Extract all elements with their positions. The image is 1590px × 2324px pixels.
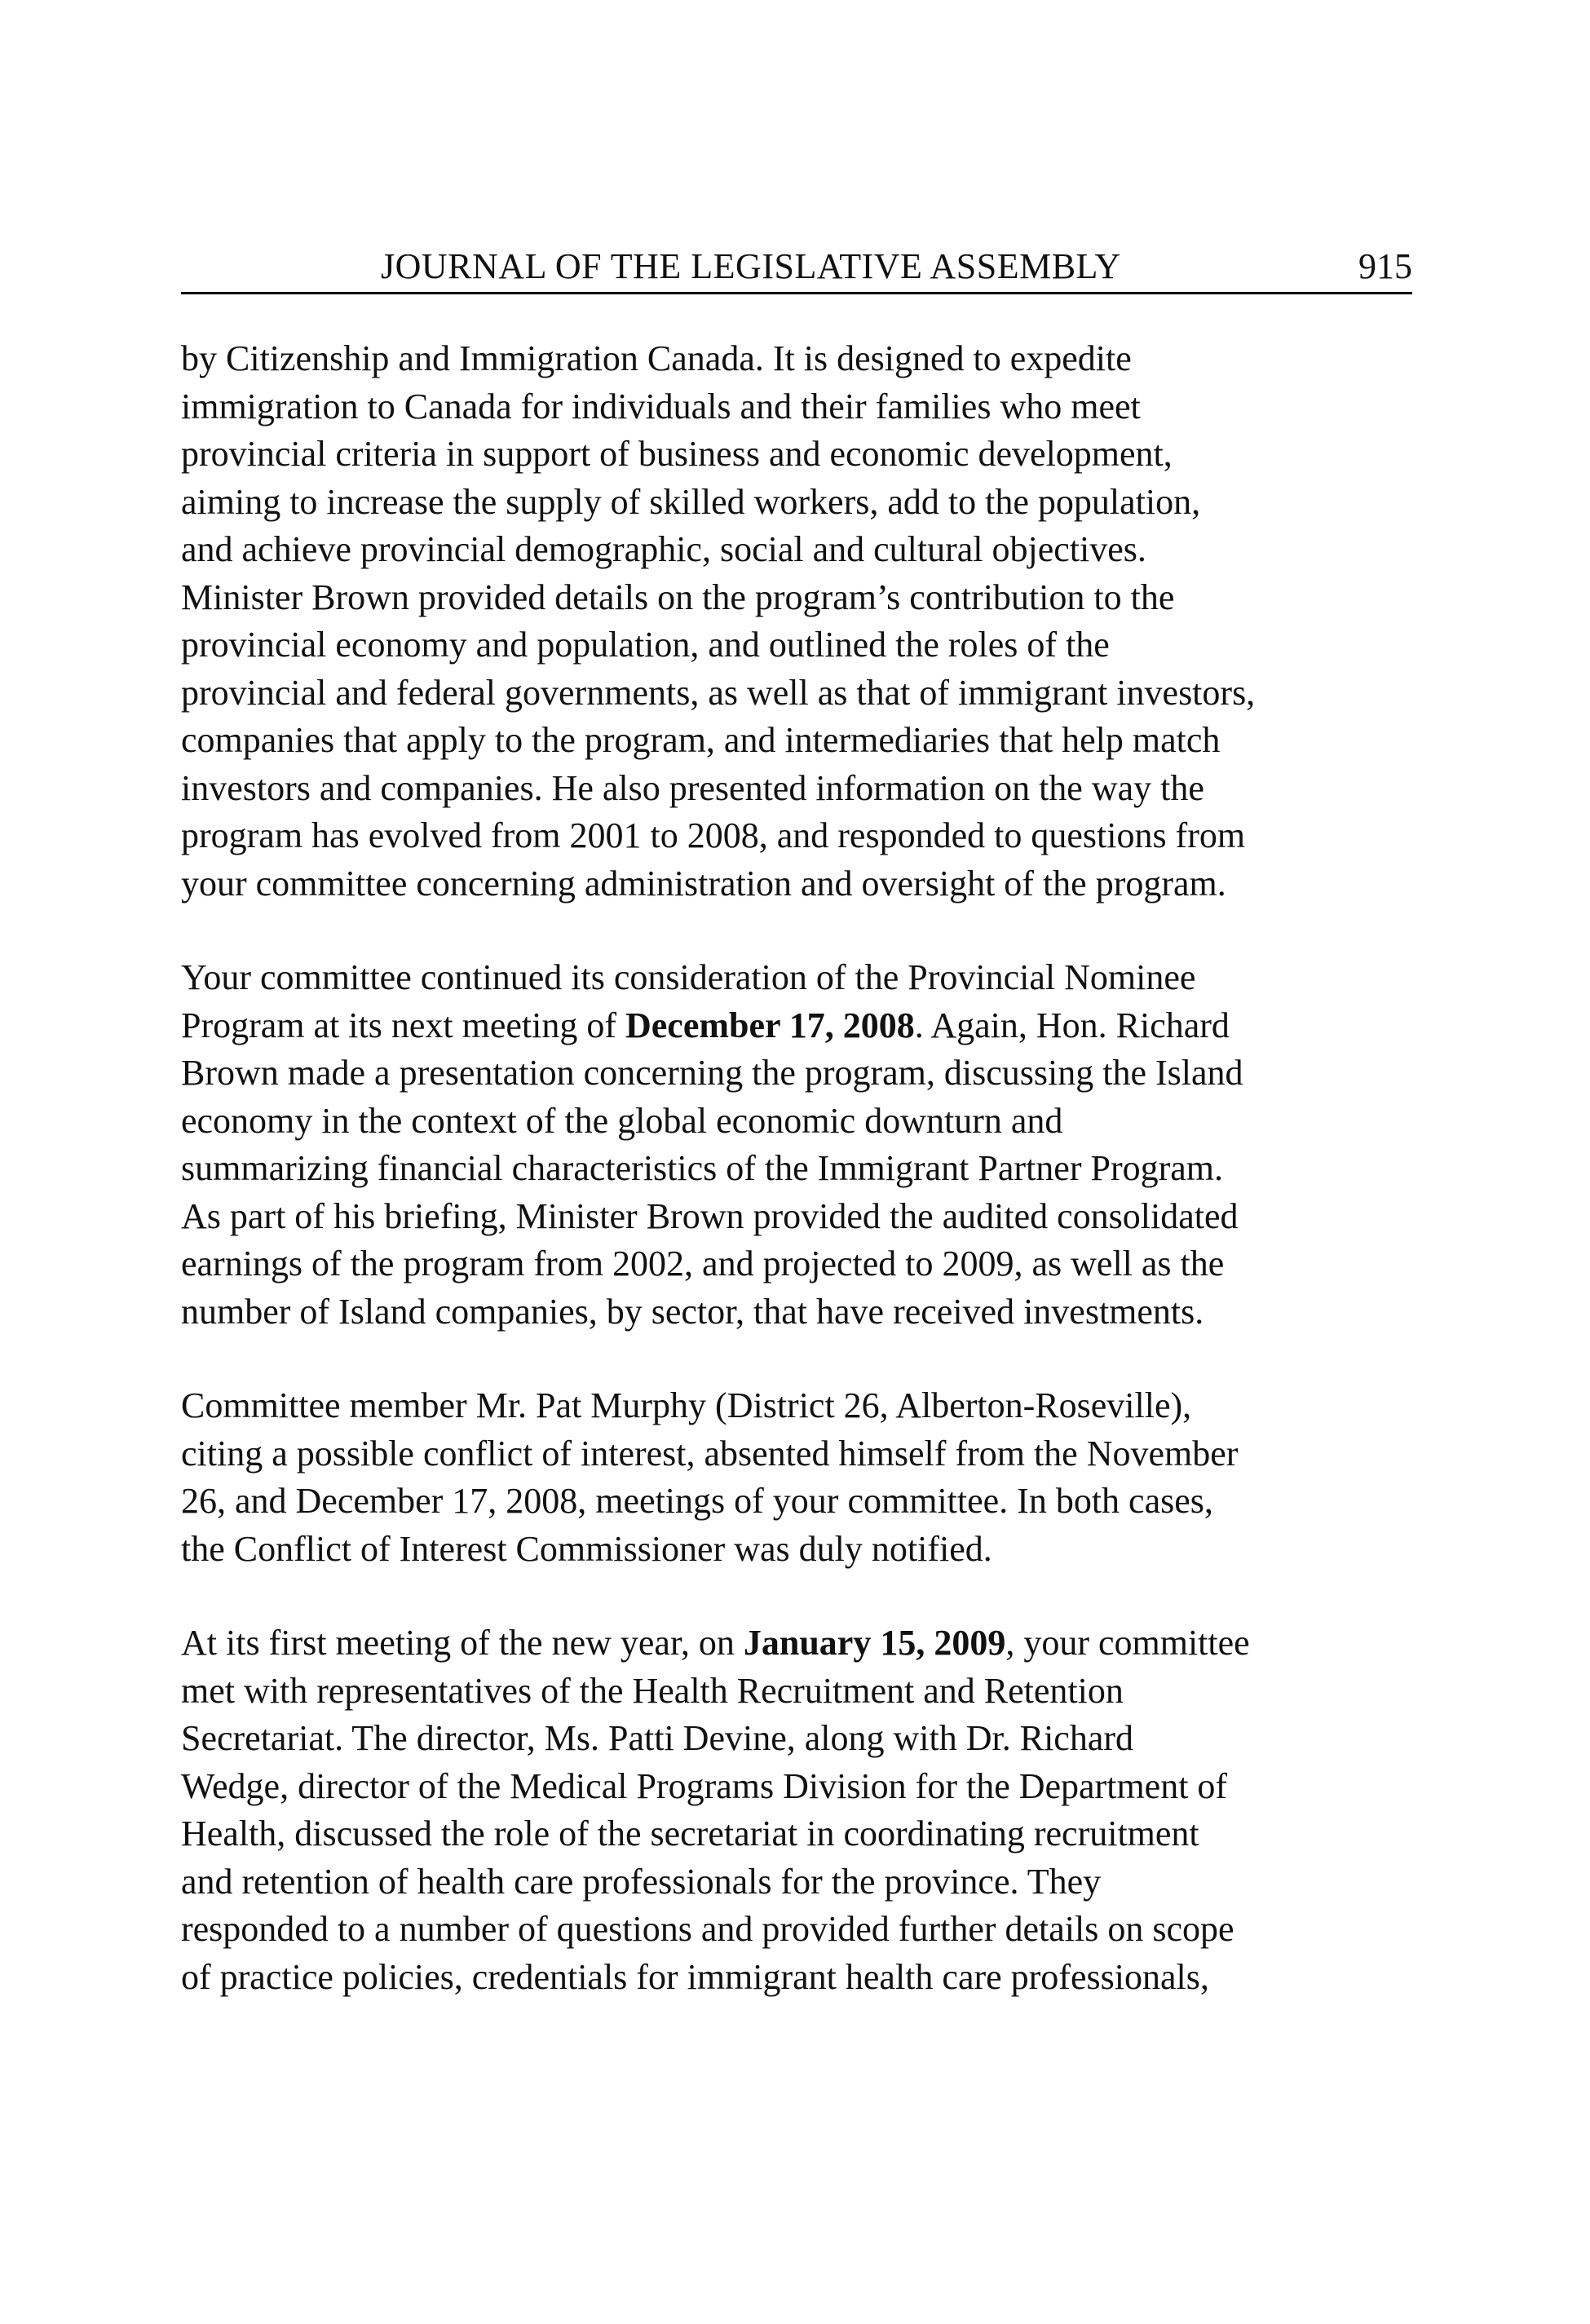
text-segment: immigration to Canada for individuals and their families who meet — [181, 386, 1141, 426]
text-line — [181, 574, 1412, 622]
text-segment: As part of his briefing, Minister Brown provided the audited consolidated — [181, 1195, 1239, 1236]
text-segment: . Again, Hon. Richard — [914, 1005, 1230, 1045]
text-line — [181, 1619, 1412, 1668]
text-line — [181, 1526, 1412, 1574]
text-segment: provincial and federal governments, as well as that of immigrant investors, — [181, 672, 1256, 713]
text-segment: earnings of the program from 2002, and projected to 2009, as well as the — [181, 1244, 1225, 1284]
bold-date: December 17, 2008 — [625, 1005, 915, 1045]
text-line — [181, 1668, 1412, 1716]
text-segment: Wedge, director of the Medical Programs Division for the Department of — [181, 1765, 1228, 1806]
text-segment: Secretariat. The director, Ms. Patti Devine, along with Dr. Richard — [181, 1718, 1133, 1758]
text-line — [181, 1810, 1412, 1858]
text-line — [181, 1954, 1412, 2002]
text-segment: , your committee — [1005, 1623, 1250, 1663]
text-segment: Minister Brown provided details on the program’s contribution to the — [181, 577, 1175, 617]
text-line — [181, 812, 1412, 860]
text-segment: Committee member Mr. Pat Murphy (District 26, Alberton-Roseville), — [181, 1385, 1192, 1425]
text-line — [181, 1288, 1412, 1337]
paragraph — [181, 335, 1412, 908]
text-segment: economy in the context of the global economic downturn and — [181, 1100, 1063, 1141]
text-line — [181, 335, 1412, 383]
text-segment: number of Island companies, by sector, that have received investments. — [181, 1291, 1204, 1332]
paragraph — [181, 954, 1412, 1336]
page-header — [181, 241, 1412, 294]
text-line — [181, 383, 1412, 431]
text-line — [181, 1002, 1412, 1050]
text-segment: Brown made a presentation concerning the program, discussing the Island — [181, 1053, 1243, 1093]
text-segment: by Citizenship and Immigration Canada. It is designed to expedite — [181, 338, 1132, 378]
text-line — [181, 1478, 1412, 1526]
text-segment: Program at its next meeting of — [181, 1005, 625, 1045]
page-number: 915 — [1358, 246, 1412, 286]
text-line — [181, 1715, 1412, 1763]
text-segment: Your committee continued its consideration of the Provincial Nominee — [181, 957, 1196, 997]
text-segment: program has evolved from 2001 to 2008, and responded to questions from — [181, 815, 1246, 855]
text-line — [181, 860, 1412, 908]
text-line — [181, 1858, 1412, 1906]
text-segment: companies that apply to the program, and intermediaries that help match — [181, 720, 1221, 760]
text-line — [181, 1193, 1412, 1241]
text-segment: citing a possible conflict of interest, absented himself from the November — [181, 1433, 1239, 1473]
text-segment: your committee concerning administration and oversight of the program. — [181, 863, 1226, 904]
text-line — [181, 717, 1412, 765]
text-line — [181, 431, 1412, 479]
text-line — [181, 765, 1412, 813]
text-segment: and retention of health care professionals for the province. They — [181, 1861, 1102, 1902]
text-segment: 26, and December 17, 2008, meetings of your committee. In both cases, — [181, 1481, 1213, 1521]
text-line — [181, 1145, 1412, 1193]
text-segment: of practice policies, credentials for immigrant health care professionals, — [181, 1956, 1209, 1997]
text-segment: provincial criteria in support of business and economic development, — [181, 434, 1173, 474]
text-line — [181, 954, 1412, 1002]
text-segment: the Conflict of Interest Commissioner was duly notified. — [181, 1528, 992, 1569]
text-line — [181, 479, 1412, 527]
text-line — [181, 1382, 1412, 1430]
text-segment: responded to a number of questions and provided further details on scope — [181, 1909, 1234, 1949]
text-line — [181, 1098, 1412, 1146]
text-line — [181, 1906, 1412, 1954]
text-segment: and achieve provincial demographic, social and cultural objectives. — [181, 529, 1146, 569]
body-text — [181, 335, 1412, 2048]
paragraph — [181, 1619, 1412, 2001]
text-line — [181, 526, 1412, 574]
text-segment: summarizing financial characteristics of the Immigrant Partner Program. — [181, 1148, 1223, 1188]
text-segment: met with representatives of the Health Recruitment and Retention — [181, 1670, 1124, 1711]
text-line — [181, 1430, 1412, 1478]
text-line — [181, 1763, 1412, 1811]
text-segment: provincial economy and population, and outlined the roles of the — [181, 625, 1110, 665]
text-line — [181, 1049, 1412, 1098]
paragraph — [181, 1382, 1412, 1573]
text-segment: aiming to increase the supply of skilled workers, add to the population, — [181, 481, 1201, 522]
text-segment: At its first meeting of the new year, on — [181, 1623, 744, 1663]
text-segment: investors and companies. He also presented information on the way the — [181, 767, 1204, 808]
text-line — [181, 1240, 1412, 1288]
text-line — [181, 669, 1412, 718]
text-segment: Health, discussed the role of the secretariat in coordinating recruitment — [181, 1814, 1199, 1853]
running-head: JOURNAL OF THE LEGISLATIVE ASSEMBLY — [381, 246, 1121, 286]
text-line — [181, 621, 1412, 669]
bold-date: January 15, 2009 — [743, 1623, 1006, 1663]
